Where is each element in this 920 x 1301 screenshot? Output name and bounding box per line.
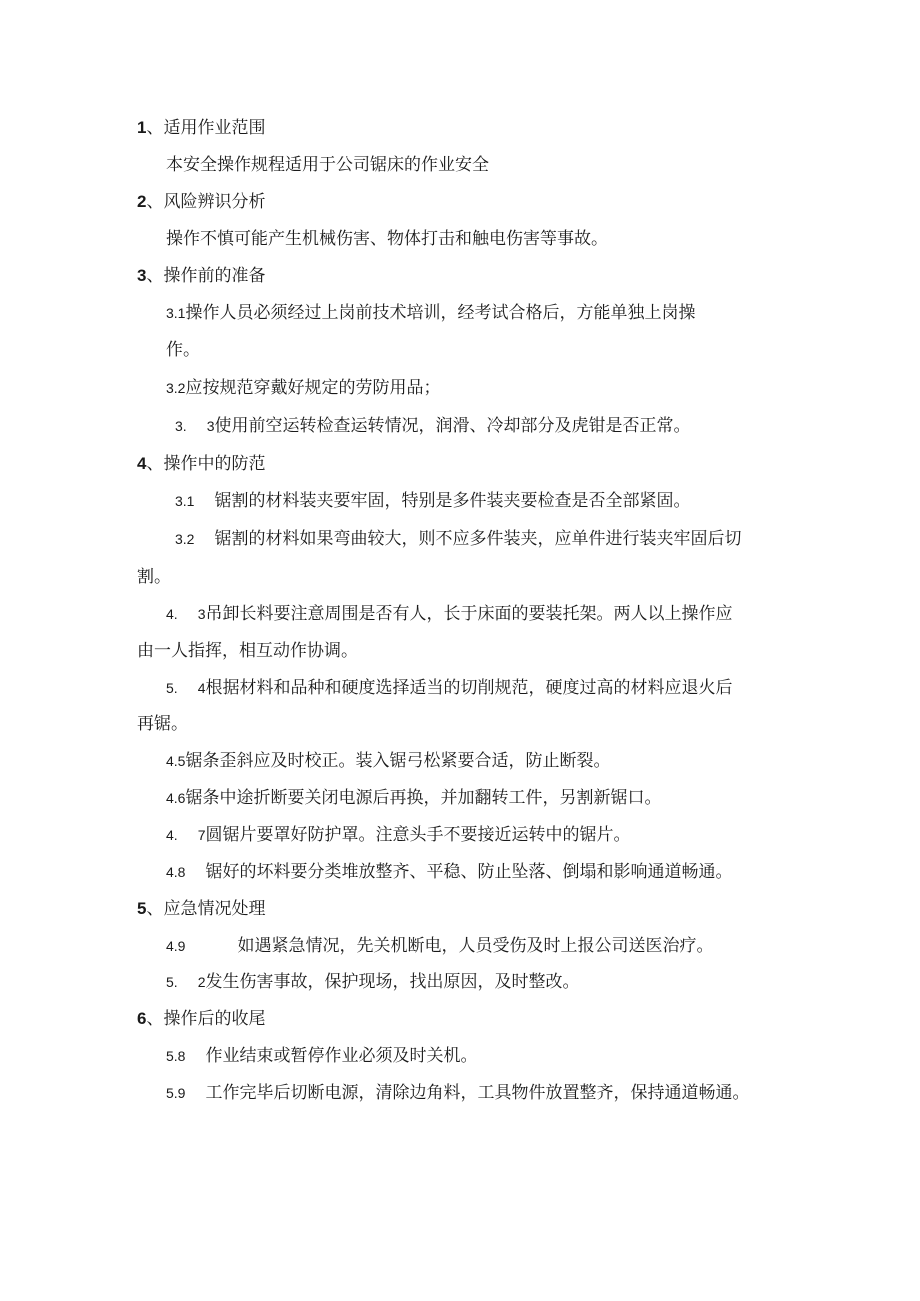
numbered-line [175, 415, 690, 437]
item-number: 5.9 [166, 1085, 186, 1101]
item-number: 3.1 [166, 305, 186, 321]
paragraph-line [137, 566, 171, 588]
section-heading [137, 117, 265, 139]
section-title: 、应急情况处理 [146, 899, 266, 919]
section-title: 、操作中的防范 [146, 454, 266, 474]
numbered-line [166, 302, 695, 324]
line-text: 作业结束或暂停作业必须及时关机。 [205, 1046, 478, 1066]
section-heading [137, 1008, 265, 1030]
line-text: 割。 [137, 567, 171, 587]
numbered-line [166, 1045, 477, 1067]
line-text: 使用前空运转检查运转情况，润滑、冷却部分及虎钳是否正常。 [214, 416, 691, 436]
paragraph-line [166, 228, 608, 250]
line-text: 发生伤害事故，保护现场，找出原因，及时整改。 [205, 972, 580, 992]
numbered-line [166, 377, 440, 399]
section-number: 2 [137, 192, 147, 211]
numbered-line [175, 490, 690, 512]
line-text: 锯条中途折断要关闭电源后再换，并加翻转工件，另割新锯口。 [185, 788, 662, 808]
section-title: 、操作前的准备 [146, 266, 266, 286]
section-number: 5 [137, 899, 147, 918]
numbered-line [166, 861, 732, 883]
numbered-line [166, 787, 661, 809]
section-title: 、适用作业范围 [146, 118, 266, 138]
section-heading [137, 898, 265, 920]
line-text: 锯割的材料装夹要牢固，特别是多件装夹要检查是否全部紧固。 [214, 491, 691, 511]
section-heading [137, 265, 265, 287]
line-text: 根据材料和品种和硬度选择适当的切削规范，硬度过高的材料应退火后 [205, 678, 733, 698]
line-text: 再锯。 [137, 714, 188, 734]
item-number: 4.5 [166, 753, 186, 769]
section-heading [137, 453, 265, 475]
line-text: 吊卸长料要注意周围是否有人，长于床面的要装托架。两人以上操作应 [205, 604, 733, 624]
section-title: 、风险辨识分析 [146, 192, 266, 212]
item-number-part: 4 [197, 680, 206, 696]
line-text: 操作人员必须经过上岗前技术培训，经考试合格后，方能单独上岗操 [185, 303, 696, 323]
paragraph-line [137, 640, 358, 662]
item-number: 5. [166, 974, 178, 990]
line-text: 锯条歪斜应及时校正。装入锯弓松紧要合适，防止断裂。 [185, 751, 611, 771]
numbered-line [166, 677, 732, 699]
line-text: 锯好的坏料要分类堆放整齐、平稳、防止坠落、倒塌和影响通道畅通。 [205, 862, 733, 882]
item-number: 4. [166, 827, 178, 843]
item-number: 4.8 [166, 864, 186, 880]
item-number-part: 2 [197, 974, 206, 990]
line-text: 由一人指挥，相互动作协调。 [137, 641, 358, 661]
item-number: 3.2 [166, 380, 186, 396]
item-number: 5. [166, 680, 178, 696]
line-text: 锯割的材料如果弯曲较大，则不应多件装夹，应单件进行装夹牢固后切 [214, 529, 742, 549]
paragraph-line [137, 713, 188, 735]
numbered-line [166, 824, 630, 846]
item-number: 4. [166, 606, 178, 622]
item-number-part: 3 [206, 418, 215, 434]
item-number: 3. [175, 418, 187, 434]
section-number: 4 [137, 454, 147, 473]
numbered-line [166, 603, 732, 625]
paragraph-line [166, 339, 200, 361]
line-text: 作。 [166, 340, 200, 360]
section-number: 6 [137, 1009, 147, 1028]
section-heading [137, 191, 265, 213]
line-text: 操作不慎可能产生机械伤害、物体打击和触电伤害等事故。 [166, 229, 608, 249]
numbered-line [175, 528, 741, 550]
item-number: 3.2 [175, 531, 195, 547]
numbered-line [166, 971, 579, 993]
section-title: 、操作后的收尾 [146, 1009, 266, 1029]
numbered-line [166, 1082, 749, 1104]
item-number-part: 3 [197, 606, 206, 622]
numbered-line [166, 750, 610, 772]
numbered-line [166, 935, 713, 957]
line-text: 圆锯片要罩好防护罩。注意头手不要接近运转中的锯片。 [205, 825, 631, 845]
item-number-part: 7 [197, 827, 206, 843]
line-text: 工作完毕后切断电源，清除边角料，工具物件放置整齐，保持通道畅通。 [205, 1083, 750, 1103]
line-text: 如遇紧急情况，先关机断电，人员受伤及时上报公司送医治疗。 [237, 936, 714, 956]
item-number: 4.9 [166, 938, 186, 954]
paragraph-line [166, 154, 489, 176]
line-text: 应按规范穿戴好规定的劳防用品； [185, 378, 441, 398]
item-number: 5.8 [166, 1048, 186, 1064]
section-number: 1 [137, 118, 147, 137]
item-number: 4.6 [166, 790, 186, 806]
item-number: 3.1 [175, 493, 195, 509]
line-text: 本安全操作规程适用于公司锯床的作业安全 [166, 155, 489, 175]
section-number: 3 [137, 266, 147, 285]
